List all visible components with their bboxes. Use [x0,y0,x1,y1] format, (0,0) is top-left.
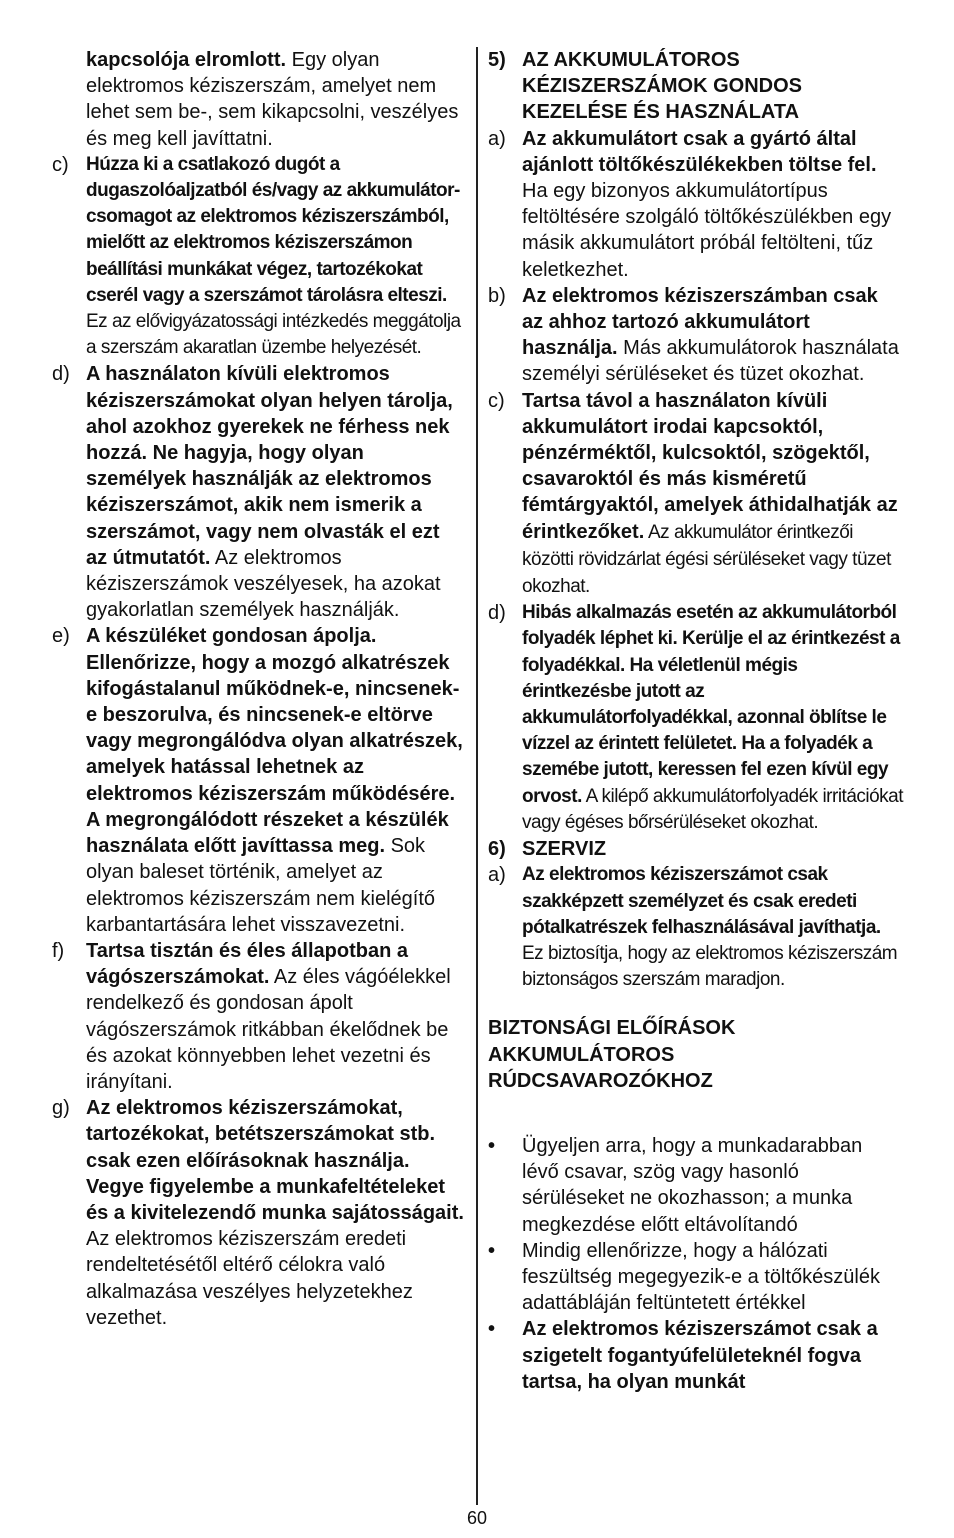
item-content [86,1095,464,1331]
bullet-content [522,1316,904,1395]
section-title: SZERVIZ [522,838,607,861]
item-label: a) [488,864,506,887]
section-title: AZ AKKUMULÁTOROS KÉZISZERSZÁMOK GONDOS KEZELÉSE ÉS HASZNÁLATA [522,49,803,124]
item-content [86,623,464,937]
item-label: e) [52,625,70,648]
list-item-b [488,283,904,388]
continued-bold-text: kapcsolója elromlott. [86,49,287,71]
column-divider [476,47,478,1505]
list-item-c [488,388,904,601]
item-text: Az akkumulátor érintkezői közötti rövidzárlat égési sérüléseket vagy tüzet okozhat. [522,521,891,598]
left-column [52,47,464,1331]
item-label: c) [52,153,69,176]
item-bold-text: Húzza ki a csatlakozó dugót a dugaszolóaljzatból és/vagy az akkumulátor-csomagot az elektromos kéziszerszámból, mielőtt az elektromos kéziszerszámon beállítási munkákat végez, tartozékokat cserél vagy a szerszámot tárolásra elteszi. [86,153,460,306]
item-label: b) [488,284,506,307]
section-heading-6 [488,836,904,862]
page-number: 60 [466,1508,488,1528]
item-bold-text: Az elektromos kéziszerszámot csak szakképzett személyzet és csak eredeti pótalkatrészek felhasználásával javíthatja. [522,864,881,938]
item-text: Ha egy bizonyos akkumulátortípus feltöltésére szolgáló töltőkészülékben egy másik akkumulátort próbál feltölteni, tűz keletkezhet. [522,180,892,281]
section-heading-5 [488,47,904,126]
section-number: 5) [488,49,506,71]
item-label: g) [52,1097,70,1120]
bullet-text: Mindig ellenőrizze, hogy a hálózati feszültség megegyezik-e a töltőkészülék adattábláján feltüntetett értékkel [522,1239,880,1315]
list-item-e [52,623,464,937]
bullet-text: Ügyeljen arra, hogy a munkadarabban lévő csavar, szög vagy hasonló sérüléseket ne okozhasson; a munka megkezdése előtt eltávolítandó [522,1134,863,1236]
item-bold-text: Az elektromos kéziszerszámokat, tartozékokat, betétszerszámokat stb. csak ezen előírásoknak használja. Vegye figyelembe a munkafeltételeket és a kivitelezendő munka sajátosságait. [86,1097,464,1224]
item-text: Sok olyan baleset történik, amelyet az elektromos kéziszerszám nem kielégítő karbantartására lehet visszavezetni. [86,835,436,936]
item-bold-text: Az elektromos kéziszerszámban csak az ahhoz tartozó akkumulátort használja. [522,284,878,360]
item-text: A kilépő akkumulátorfolyadék irritációkat vagy égéses bőrsérüléseket okozhat. [522,785,904,833]
bullet-icon: • [488,1318,496,1341]
list-item-d [488,600,904,836]
item-content [522,600,904,836]
bullet-item [488,1316,904,1395]
item-label: f) [52,939,65,962]
right-column [488,47,904,1395]
item-content [522,862,904,993]
continued-paragraph [52,47,464,152]
list-item-g [52,1095,464,1331]
item-label: d) [52,363,70,386]
item-label: c) [488,389,505,412]
bullet-item [488,1133,904,1238]
item-label: d) [488,602,506,625]
safety-heading: BIZTONSÁGI ELŐÍRÁSOK AKKUMULÁTOROS RÚDCSAVAROZÓKHOZ [488,1017,736,1092]
bullet-icon: • [488,1134,496,1157]
item-bold-text: Tartsa távol a használaton kívüli akkumulátort irodai kapcsoktól, pénzérméktől, kulcsoktól, szögektől, csavaroktól és más kisméretű fémtárgyaktól, amelyek áthidalhatják az érintkezőket. [522,389,898,543]
bullet-icon: • [488,1239,496,1262]
item-content [86,938,464,1095]
item-content [522,388,904,601]
list-item-f [52,938,464,1095]
list-item-a [488,862,904,993]
bullet-item [488,1238,904,1317]
list-item-c [52,152,464,362]
item-text: Ez az elővigyázatossági intézkedés meggátolja a szerszám akaratlan üzembe helyezését. [86,311,461,359]
item-bold-text: Az akkumulátort csak a gyártó által ajánlott töltőkészülékekben töltse fel. [522,127,877,176]
item-text: Az elektromos kéziszerszám eredeti rendeltetésétől eltérő célokra való alkalmazása veszélyes helyzetekhez vezethet. [86,1228,413,1329]
item-label: a) [488,127,506,150]
item-bold-text: Tartsa tisztán és éles állapotban a vágószerszámokat. [86,939,408,989]
item-content [522,126,904,283]
item-text: Ez biztosítja, hogy az elektromos kéziszerszám biztonságos szerszám maradjon. [522,942,898,991]
item-content [522,283,904,388]
item-bold-text: A használaton kívüli elektromos kéziszerszámokat olyan helyen tárolja, ahol azokhoz gyerekek ne férhess nek hozzá. Ne hagyja, hogy olyan személyek használják az elektromos kéziszerszámot, akik nem ismerik a szerszámot, vagy nem olvasták el ezt az útmutatót. [86,363,453,569]
bullet-bold-text: Az elektromos kéziszerszámot csak a szigetelt fogantyúfelületeknél fogva tartsa, ha olyan munkát [522,1318,878,1393]
list-item-a [488,126,904,283]
section-number: 6) [488,838,506,861]
item-content [86,361,464,623]
item-text: Más akkumulátorok használata személyi sérüléseket és tüzet okozhat. [522,337,899,386]
item-bold-text: Hibás alkalmazás esetén az akkumulátorból folyadék léphet ki. Kerülje el az érintkezést a folyadékkal. Ha véletlenül mégis érintkezésbe jutott az akkumulátorfolyadékkal, azonnal öblítse le vízzel az érintett felületet. Ha a folyadék a szemébe jutott, keressen fel ezen kívül egy orvost. [522,602,900,807]
item-text: Az elektromos kéziszerszámok veszélyesek, ha azokat gyakorlatlan személyek használják. [86,546,441,622]
item-content [86,152,464,362]
item-bold-text: A készüléket gondosan ápolja. Ellenőrizze, hogy a mozgó alkatrészek kifogástalanul működnek-e, nincsenek-e beszorulva, és nincsenek-e eltörve vagy megrongálódva olyan alkatrészek, amelyek hatással lehetnek az elektromos kéziszerszám működésére. A megrongálódott részeket a készülék használata előtt javíttassa meg. [86,625,463,858]
continued-text: Egy olyan elektromos kéziszerszám, amelyet nem lehet sem be-, sem kikapcsolni, veszélyes és meg kell javíttatni. [86,49,459,150]
list-item-d [52,361,464,623]
bullet-list [488,1133,904,1395]
item-text: Az éles vágóélekkel rendelkező és gondosan ápolt vágószerszámok ritkábban ékelődnek be és azokat könnyebben lehet vezetni és irányítani. [86,966,451,1093]
